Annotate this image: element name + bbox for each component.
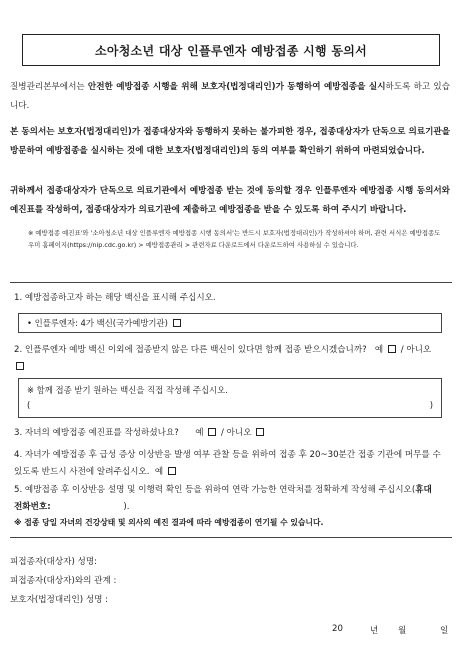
question-5-close: ).: [123, 502, 130, 512]
document-title-text: 소아청소년 대상 인플루엔자 예방접종 시행 동의서: [94, 43, 368, 58]
signature-guardian-name[interactable]: [10, 593, 108, 605]
signature-recipient-name[interactable]: [10, 555, 97, 567]
bold-notice-text: ※ 접종 당일 자녀의 건강상태 및 의사의 예진 결과에 따라 예방접종이 연기될 수 있습니다.: [14, 518, 324, 527]
signature-recipient-label: 피접종자(대상자) 성명:: [10, 557, 98, 567]
question-5-text: 5. 예방접종 후 이상반응 설명 및 이행력 확인 등을 위하여 연락 가능한 연락처를 정확하게 작성해 주십시오(: [14, 485, 416, 495]
question-3: [14, 425, 442, 442]
question-2-yes-label: 예: [374, 345, 384, 355]
question-3-no-checkbox[interactable]: [256, 428, 264, 436]
vaccine-checkbox[interactable]: [173, 319, 181, 327]
other-vaccine-instruction: ※ 함께 접종 받기 원하는 백신을 직접 작성해 주십시오.: [27, 385, 228, 395]
date-year-prefix: 20: [332, 624, 343, 634]
question-5: [14, 482, 442, 516]
question-3-no-label: / 아니오: [221, 428, 252, 438]
intro-p1-tail: 하도록 하고 있습니다.: [10, 82, 451, 111]
question-2-text: 2. 인플루엔자 예방 백신 이외에 접종받지 않은 다른 백신이 있다면 함께 접종 받으시겠습니까?: [14, 345, 367, 355]
intro-p1-lead: 질병관리본부에서는: [10, 82, 88, 92]
question-4-yes-label: 예: [154, 467, 164, 477]
question-4-text: 4. 자녀가 예방접종 후 급성 증상 이상반응 발생 여부 관찰 등을 위하여 접종 후 20~30분간 접종 기관에 머무를 수 있도록 반드시 사전에 알려주십시오.: [14, 450, 441, 477]
question-2-yes-checkbox[interactable]: [388, 345, 396, 353]
intro-p1-bold: 안전한 예방접종 시행을 위해 보호자(법정대리인)가 동행하여 예방접종을 실시: [87, 82, 386, 92]
other-vaccine-close-paren: ): [429, 400, 433, 410]
bold-notice: [14, 517, 323, 528]
vaccine-select-box: [18, 313, 442, 333]
question-1-text: 1. 예방접종하고자 하는 해당 백신을 표시해 주십시오.: [14, 293, 216, 303]
signature-relationship[interactable]: [10, 574, 116, 586]
intro-paragraph-2: [10, 123, 450, 160]
document-title: [22, 34, 440, 66]
question-3-yes-label: 예: [195, 428, 204, 438]
date-day-label: 일: [440, 626, 449, 636]
signature-guardian-label: 보호자(법정대리인) 성명 :: [10, 595, 109, 605]
form-note-text: ※ 예방접종 예진표'와 '소아청소년 대상 인플루엔자 예방접종 시행 동의서'는 반드시 보호자(법정대리인)가 작성하셔야 하며, 관련 서식은 예방접종도우미 홈페이지(https://nip.cdc.go.kr) > 예방접종관리 > 관련자료 다운로드에서 다운로드하여 사용하실 수 있습니다.: [28, 229, 441, 249]
question-3-text: 3. 자녀의 예방접종 예진표를 작성하셨나요?: [14, 428, 179, 438]
intro-p2-body: 보호자(법정대리인)가 접종대상자와 동행하지 못하는 불가피한 경우, 접종대상자가 단독으로 의료기관을 방문하여 예방접종을 실시하는 것에 대한 보호자(법정대리인)의 동의 여부를 확인하기 위하여 마련되었습니다.: [10, 127, 450, 156]
intro-p2-lead: 본 동의서는: [10, 127, 58, 137]
intro-p3-text: 귀하께서 접종대상자가 단독으로 의료기관에서 예방접종 받는 것에 동의할 경우 인플루엔자 예방접종 시행 동의서와 예진표를 작성하여, 접종대상자가 의료기관에 제출하고 예방접종을 받을 수 있도록 하여 주시기 바랍니다.: [10, 186, 450, 215]
question-2-no-label: / 아니오: [400, 345, 432, 355]
question-4: [14, 447, 442, 481]
intro-paragraph-1: [10, 78, 450, 115]
other-vaccine-open-paren: (: [27, 400, 31, 410]
question-2-no-checkbox[interactable]: [16, 362, 24, 370]
divider-bottom: [10, 537, 452, 538]
question-5-phone-label: 휴대 전화번호:: [14, 485, 432, 512]
question-3-yes-checkbox[interactable]: [208, 428, 216, 436]
question-4-yes-checkbox[interactable]: [168, 467, 176, 475]
signature-relationship-label: 피접종자(대상자)와의 관계 :: [10, 576, 117, 586]
other-vaccine-box: [18, 378, 442, 418]
question-2: [14, 342, 442, 376]
intro-paragraph-3: [10, 182, 450, 219]
date-month-label: 월: [398, 626, 407, 636]
vaccine-option-label: • 인플루엔자: 4가 백신(국가예방기관): [27, 318, 168, 328]
date-year-label: 년: [370, 626, 379, 636]
form-note: [28, 227, 446, 251]
divider-top: [10, 282, 452, 283]
question-1: [14, 290, 442, 307]
other-vaccine-input-row[interactable]: [27, 398, 433, 413]
